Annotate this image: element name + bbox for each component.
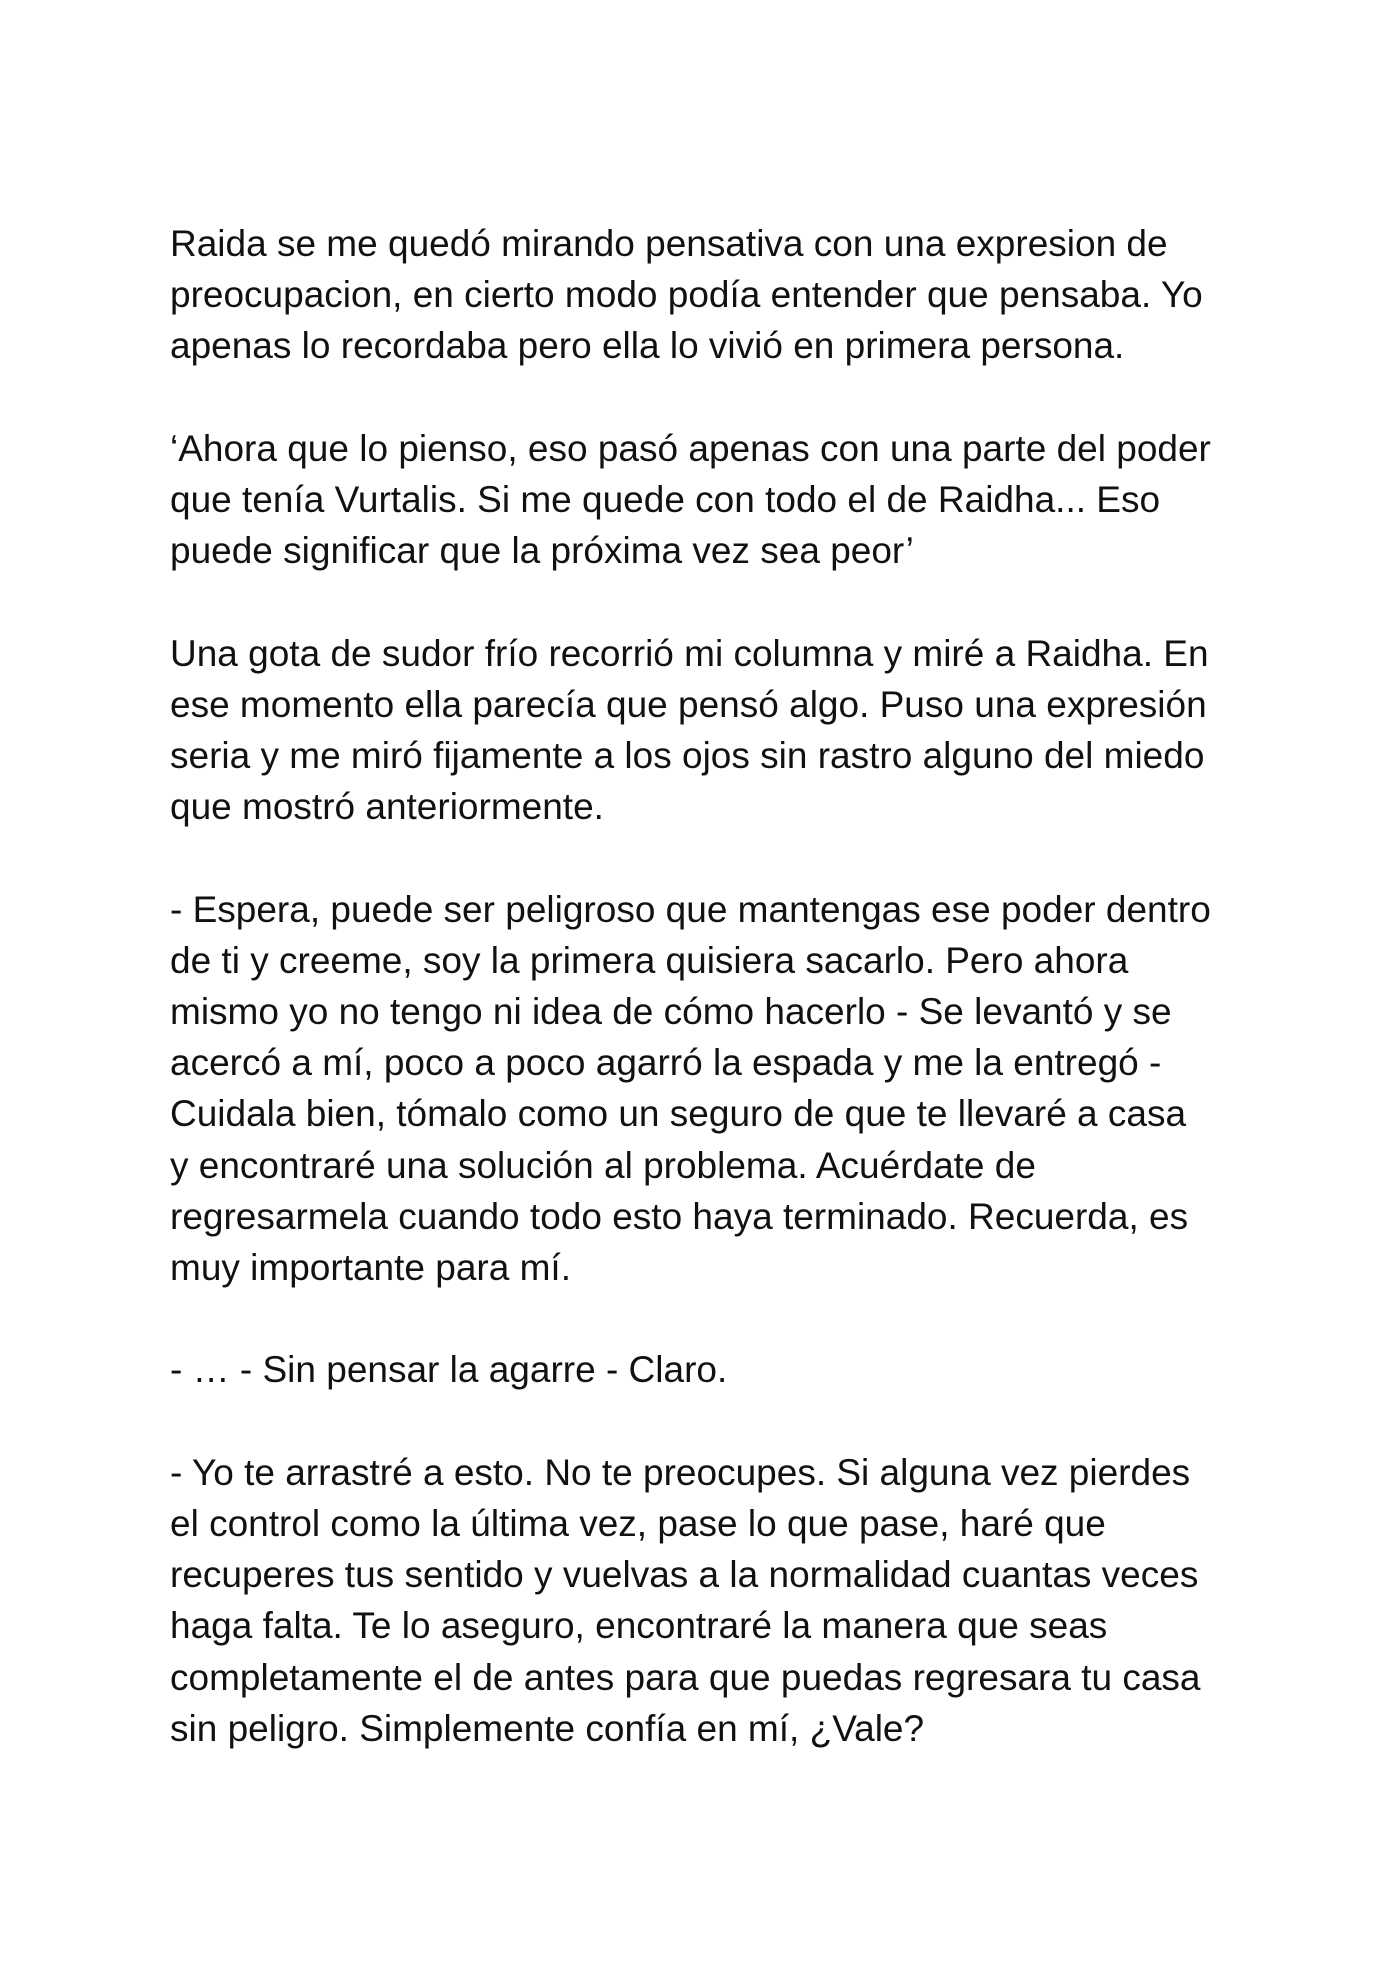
text-line: el control como la última vez, pase lo que pase, haré que xyxy=(170,1503,1106,1544)
text-line: seria y me miró fijamente a los ojos sin rastro alguno del miedo xyxy=(170,735,1205,776)
text-line: Cuidala bien, tómalo como un seguro de que te llevaré a casa xyxy=(170,1093,1187,1135)
text-line: muy importante para mí. xyxy=(170,1247,571,1289)
paragraph-5 xyxy=(170,1344,1260,1395)
text-line: de ti y creeme, soy la primera quisiera sacarlo. Pero ahora xyxy=(170,939,1129,981)
document-text-body xyxy=(170,218,1260,1754)
text-line: regresarmela cuando todo esto haya terminado. Recuerda, es xyxy=(170,1195,1189,1237)
text-line: preocupacion, en cierto modo podía entender que pensaba. Yo xyxy=(170,274,1203,316)
text-line: - Yo te arrastré a esto. No te preocupes. Si alguna vez pierdes xyxy=(170,1451,1191,1493)
paragraph-4 xyxy=(170,884,1260,1294)
text-line: ese momento ella parecía que pensó algo. Puso una expresión xyxy=(170,683,1207,725)
text-line: recuperes tus sentido y vuelvas a la normalidad cuantas veces xyxy=(170,1554,1199,1596)
text-line: Una gota de sudor frío recorrió mi columna y miré a Raidha. En xyxy=(170,632,1209,674)
text-line: acercó a mí, poco a poco agarró la espada y me la entregó - xyxy=(170,1042,1162,1084)
paragraph-6 xyxy=(170,1447,1260,1754)
text-line: haga falta. Te lo aseguro, encontraré la manera que seas xyxy=(170,1605,1108,1647)
text-line: sin peligro. Simplemente confía en mí, ¿Vale? xyxy=(170,1707,925,1749)
paragraph-3 xyxy=(170,628,1260,833)
text-line: completamente el de antes para que puedas regresara tu casa xyxy=(170,1656,1201,1698)
paragraph-1 xyxy=(170,218,1260,372)
text-line: puede significar que la próxima vez sea peor’ xyxy=(170,530,914,572)
text-line: y encontraré una solución al problema. Acuérdate de xyxy=(170,1144,1036,1186)
paragraph-2 xyxy=(170,423,1260,577)
text-line: mismo yo no tengo ni idea de cómo hacerlo - Se levantó y se xyxy=(170,991,1172,1032)
text-line: - Espera, puede ser peligroso que mantengas ese poder dentro xyxy=(170,888,1211,930)
text-line: que mostró anteriormente. xyxy=(170,786,604,828)
text-line: que tenía Vurtalis. Si me quede con todo el de Raidha... Eso xyxy=(170,479,1161,520)
text-line: apenas lo recordaba pero ella lo vivió en primera persona. xyxy=(170,325,1125,367)
text-line: ‘Ahora que lo pienso, eso pasó apenas con una parte del poder xyxy=(170,427,1211,469)
text-line: Raida se me quedó mirando pensativa con una expresion de xyxy=(170,223,1168,264)
text-line: - … - Sin pensar la agarre - Claro. xyxy=(170,1349,728,1391)
